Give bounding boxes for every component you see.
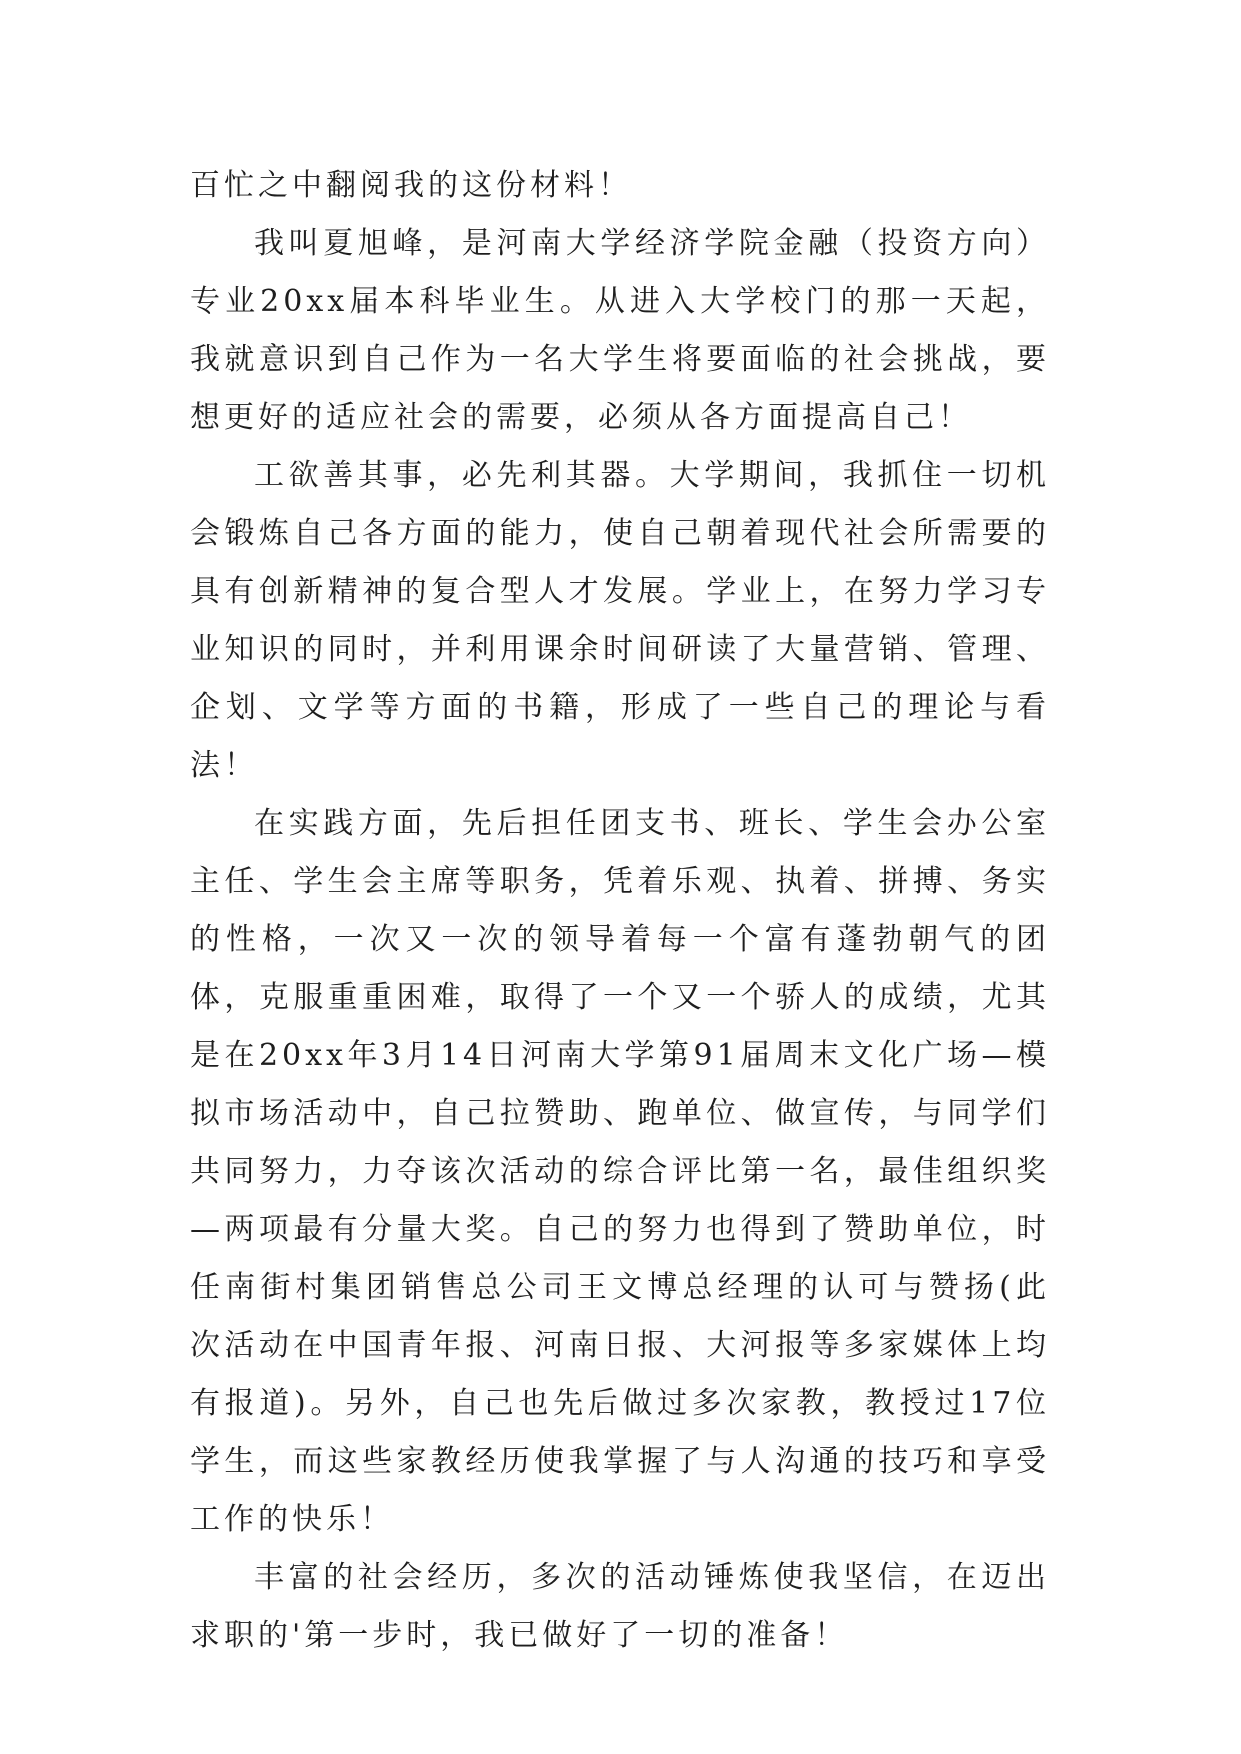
paragraph-study: 工欲善其事，必先利其器。大学期间，我抓住一切机会锻炼自己各方面的能力，使自己朝着现代社会所需要的具有创新精神的复合型人才发展。学业上，在努力学习专业知识的同时，并利用课余时间研读了大量营销、管理、企划、文学等方面的书籍，形成了一些自己的理论与看法！ bbox=[190, 458, 1050, 783]
paragraph-conclusion: 丰富的社会经历，多次的活动锤炼使我坚信，在迈出求职的'第一步时，我已做好了一切的准备！ bbox=[190, 1560, 1050, 1653]
paragraph-self-introduction: 我叫夏旭峰，是河南大学经济学院金融（投资方向）专业20xx届本科毕业生。从进入大学校门的那一天起，我就意识到自己作为一名大学生将要面临的社会挑战，要想更好的适应社会的需要，必须从各方面提高自己！ bbox=[190, 226, 1050, 435]
paragraph-closing-continuation: 百忙之中翻阅我的这份材料！ bbox=[190, 168, 632, 203]
paragraph-practice: 在实践方面，先后担任团支书、班长、学生会办公室主任、学生会主席等职务，凭着乐观、执着、拼搏、务实的性格，一次又一次的领导着每一个富有蓬勃朝气的团体，克服重重困难，取得了一个又一个骄人的成绩，尤其是在20xx年3月14日河南大学第91届周末文化广场—模拟市场活动中，自己拉赞助、跑单位、做宣传，与同学们共同努力，力夺该次活动的综合评比第一名，最佳组织奖—两项最有分量大奖。自己的努力也得到了赞助单位，时任南街村集团销售总公司王文博总经理的认可与赞扬(此次活动在中国青年报、河南日报、大河报等多家媒体上均有报道)。另外，自己也先后做过多次家教，教授过17位学生，而这些家教经历使我掌握了与人沟通的技巧和享受工作的快乐！ bbox=[190, 806, 1050, 1537]
document-body bbox=[190, 157, 1050, 1665]
